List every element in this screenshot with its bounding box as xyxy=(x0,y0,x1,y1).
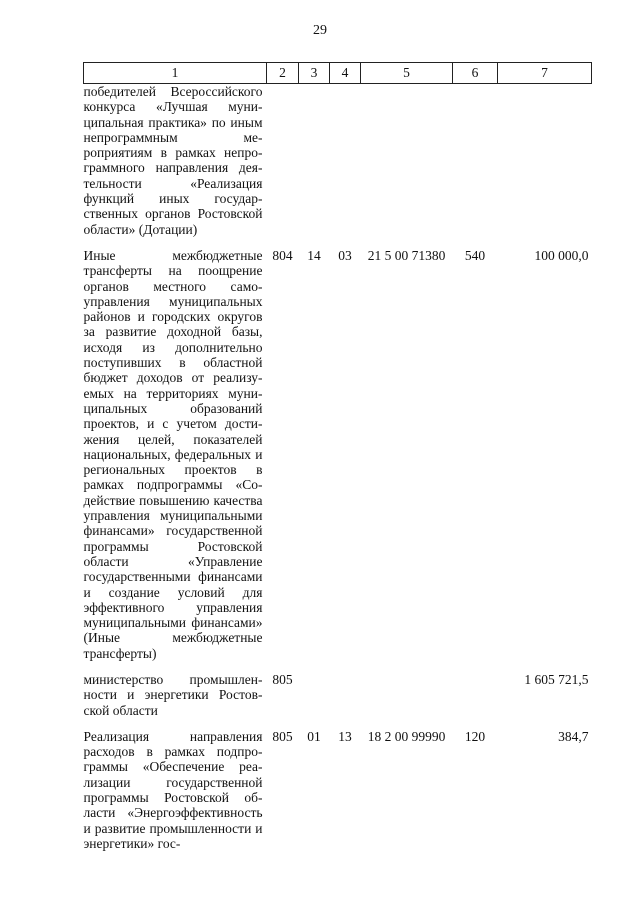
row-amount: 100 000,0 xyxy=(534,247,589,263)
table-row xyxy=(84,248,592,661)
row-section xyxy=(299,672,330,718)
row-target-article: 18 2 00 99990 xyxy=(367,728,446,744)
row-amount: 1 605 721,5 xyxy=(524,671,589,687)
row-expense-type: 120 xyxy=(464,728,486,744)
header-col-2: 2 xyxy=(267,63,299,84)
row-subsection xyxy=(330,84,361,237)
header-col-4: 4 xyxy=(330,63,361,84)
header-col-7: 7 xyxy=(498,63,592,84)
row-section xyxy=(299,84,330,237)
row-expense-type xyxy=(453,672,498,718)
row-subsection: 13 xyxy=(338,728,352,744)
row-section: 14 xyxy=(307,247,321,263)
row-ministry-code: 804 xyxy=(272,247,293,263)
row-section: 01 xyxy=(307,728,321,744)
row-expense-type: 540 xyxy=(464,247,486,263)
row-description: министерство промышленности и энергетики Ростовской области xyxy=(83,671,263,718)
row-target-article xyxy=(361,84,453,237)
row-description: Реализация направления расходов в рамках подпрограммы «Обеспечение реализации государственной программы Ростовской области «Энергоэффективность и развитие промышленности и энергетики» гос- xyxy=(83,728,263,851)
header-col-6: 6 xyxy=(453,63,498,84)
row-target-article xyxy=(361,672,453,718)
table-row xyxy=(84,672,592,718)
row-subsection xyxy=(330,672,361,718)
row-subsection: 03 xyxy=(338,247,352,263)
row-ministry-code: 805 xyxy=(272,728,293,744)
table-row xyxy=(84,84,592,237)
table-row xyxy=(84,729,592,851)
header-col-1: 1 xyxy=(84,63,267,84)
budget-table xyxy=(83,62,592,851)
header-col-5: 5 xyxy=(361,63,453,84)
row-ministry-code xyxy=(267,84,299,237)
row-expense-type xyxy=(453,84,498,237)
row-description: победителей Всероссийского конкурса «Лучшая муниципальная практика» по иным непрограммным мероприятиям в рамках непрограммного направления деятельности «Реализация функций иных государственных органов Ростовской области» (Дотации) xyxy=(83,84,263,237)
header-row xyxy=(84,63,592,84)
row-description: Иные межбюджетные трансферты на поощрение органов местного самоуправления муниципальных районов и городских округов за развитие доходной базы, исходя из дополнительно поступивших в областной бюджет доходов от реализуемых на территориях муниципальных образований проектов, и с учетом достижения целей, показателей национальных, федеральных и региональных проектов в рамках подпрограммы «Содействие повышению качества управления муниципальными финансами» государственной программы Ростовской области «Управление государственными финансами и создание условий для эффективного управления муниципальными финансами» (Иные межбюджетные трансферты) xyxy=(83,247,263,661)
page-number: 29 xyxy=(313,23,327,38)
row-ministry-code: 805 xyxy=(272,671,293,687)
row-target-article: 21 5 00 71380 xyxy=(367,247,446,263)
header-col-3: 3 xyxy=(299,63,330,84)
row-amount xyxy=(498,84,592,237)
row-amount: 384,7 xyxy=(558,728,589,744)
